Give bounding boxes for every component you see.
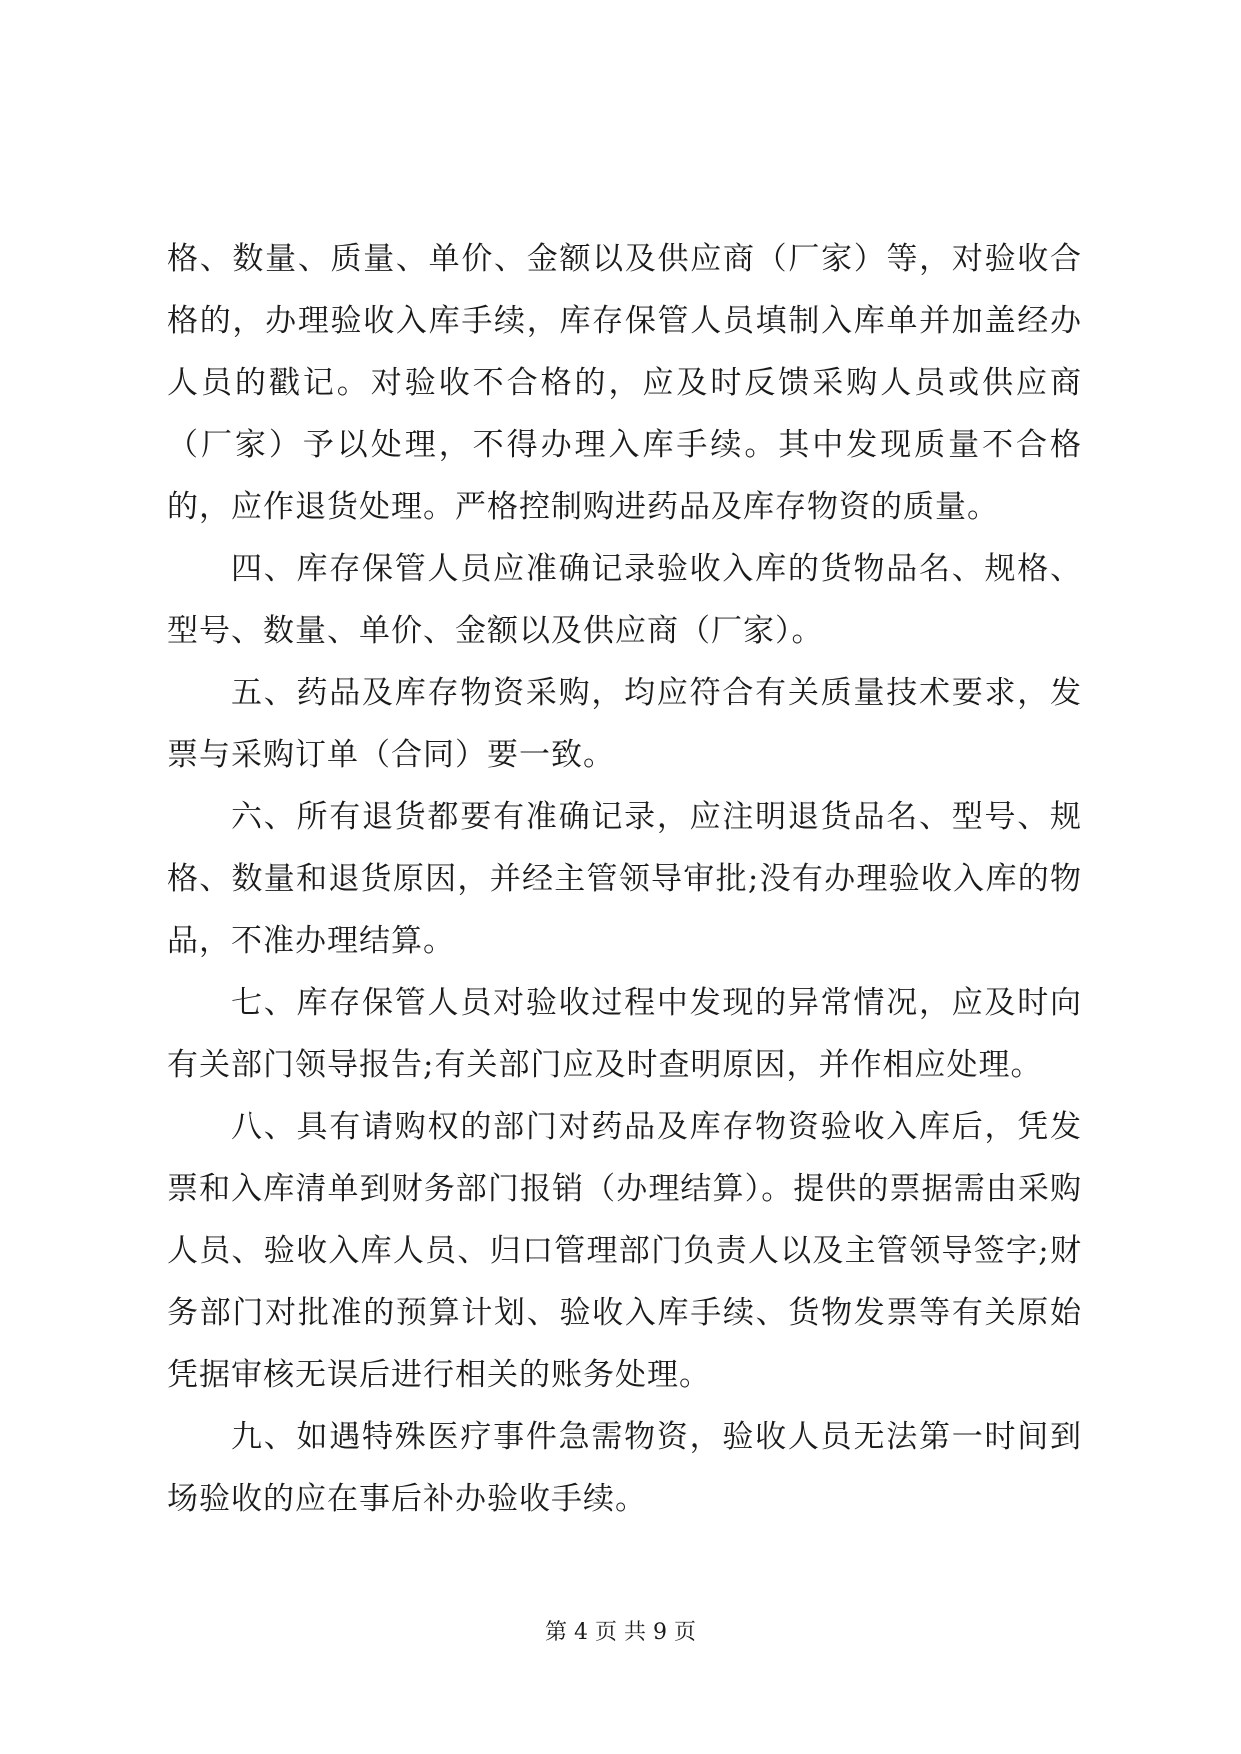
paragraph-item-8: 八、具有请购权的部门对药品及库存物资验收入库后，凭发票和入库清单到财务部门报销（办理结算）。提供的票据需由采购人员、验收入库人员、归口管理部门负责人以及主管领导签字;财务部门对批准的预算计划、验收入库手续、货物发票等有关原始凭据审核无误后进行相关的账务处理。 xyxy=(167,1109,1082,1393)
paragraph-item-7: 七、库存保管人员对验收过程中发现的异常情况，应及时向有关部门领导报告;有关部门应及时查明原因，并作相应处理。 xyxy=(167,985,1082,1083)
document-body xyxy=(167,228,1082,1530)
page-number-footer: 第 4 页 共 9 页 xyxy=(545,1620,696,1645)
paragraph-item-5: 五、药品及库存物资采购，均应符合有关质量技术要求，发票与采购订单（合同）要一致。 xyxy=(167,675,1082,773)
paragraph-item-6: 六、所有退货都要有准确记录，应注明退货品名、型号、规格、数量和退货原因，并经主管领导审批;没有办理验收入库的物品，不准办理结算。 xyxy=(167,799,1082,959)
paragraph-item-4: 四、库存保管人员应准确记录验收入库的货物品名、规格、型号、数量、单价、金额以及供应商（厂家）。 xyxy=(167,551,1082,649)
paragraph-continuation: 格、数量、质量、单价、金额以及供应商（厂家）等，对验收合格的，办理验收入库手续，库存保管人员填制入库单并加盖经办人员的戳记。对验收不合格的，应及时反馈采购人员或供应商（厂家）予以处理，不得办理入库手续。其中发现质量不合格的，应作退货处理。严格控制购进药品及库存物资的质量。 xyxy=(167,241,1082,525)
paragraph-item-9: 九、如遇特殊医疗事件急需物资，验收人员无法第一时间到场验收的应在事后补办验收手续。 xyxy=(167,1419,1082,1517)
